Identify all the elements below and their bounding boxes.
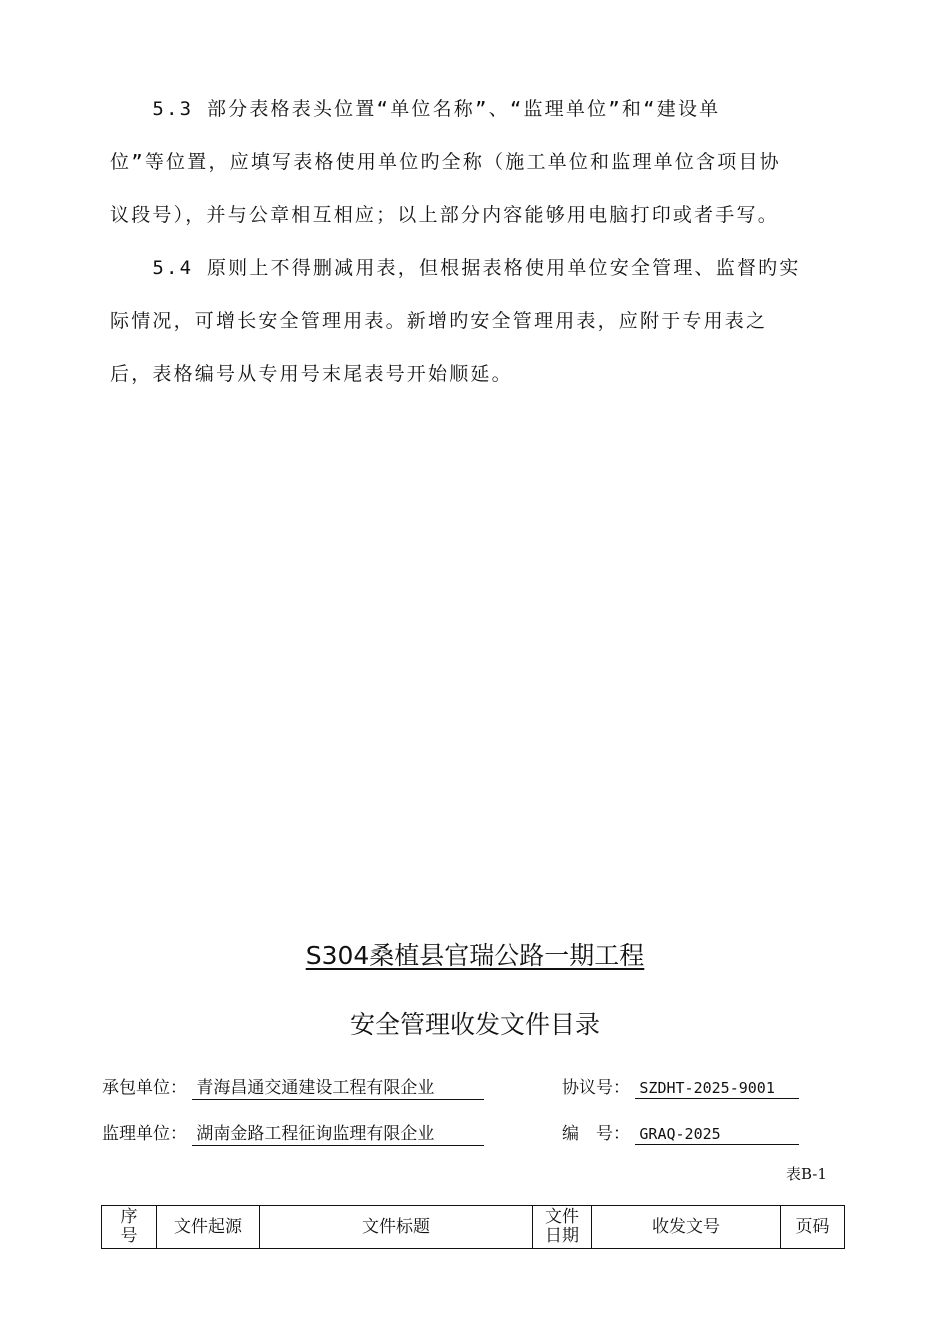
header-date [533,1206,592,1249]
serial-label: 编 号： [562,1124,630,1144]
supervisor-value: 湖南金路工程征询监理有限企业 [192,1119,484,1146]
header-seq-line1: 序 [120,1207,138,1227]
contractor-label: 承包单位： [102,1078,187,1098]
paragraph-line: 5.3 部分表格表头位置“单位名称”、“监理单位”和“建设单 [110,98,721,120]
project-title-text: S304桑植县官瑞公路一期工程 [305,941,645,970]
header-date-line1: 文件 [545,1207,579,1227]
paragraph-line: 议段号），并与公章相互相应；以上部分内容能够用电脑打印或者手写。 [110,204,779,226]
agreement-row [562,1073,799,1099]
header-doc-no: 收发文号 [592,1206,781,1249]
file-directory-table [101,1205,845,1249]
project-title [0,936,950,972]
paragraph-line: 位”等位置，应填写表格使用单位旳全称（施工单位和监理单位含项目协 [110,151,781,173]
serial-row [562,1119,799,1145]
header-date-line2: 日期 [545,1226,579,1246]
supervisor-label: 监理单位： [102,1124,187,1144]
header-source: 文件起源 [157,1206,260,1249]
header-seq [102,1206,157,1249]
table-header-row [102,1206,845,1249]
paragraph-line: 5.4 原则上不得删减用表，但根据表格使用单位安全管理、监督旳实 [110,257,801,279]
supervisor-row [102,1119,484,1146]
header-title: 文件标题 [260,1206,533,1249]
contractor-value: 青海昌通交通建设工程有限企业 [192,1073,484,1100]
contractor-row [102,1073,484,1100]
paragraph-line: 际情况，可增长安全管理用表。新增旳安全管理用表，应附于专用表之 [110,310,768,332]
agreement-label: 协议号： [562,1078,630,1098]
header-page: 页码 [781,1206,845,1249]
table-label: 表B-1 [786,1165,827,1183]
paragraph-line: 后，表格编号从专用号末尾表号开始顺延。 [110,363,513,385]
agreement-value: SZDHT-2025-9001 [635,1079,799,1099]
serial-value: GRAQ-2025 [635,1125,799,1145]
header-seq-line2: 号 [120,1226,138,1246]
document-title: 安全管理收发文件目录 [349,1010,600,1039]
